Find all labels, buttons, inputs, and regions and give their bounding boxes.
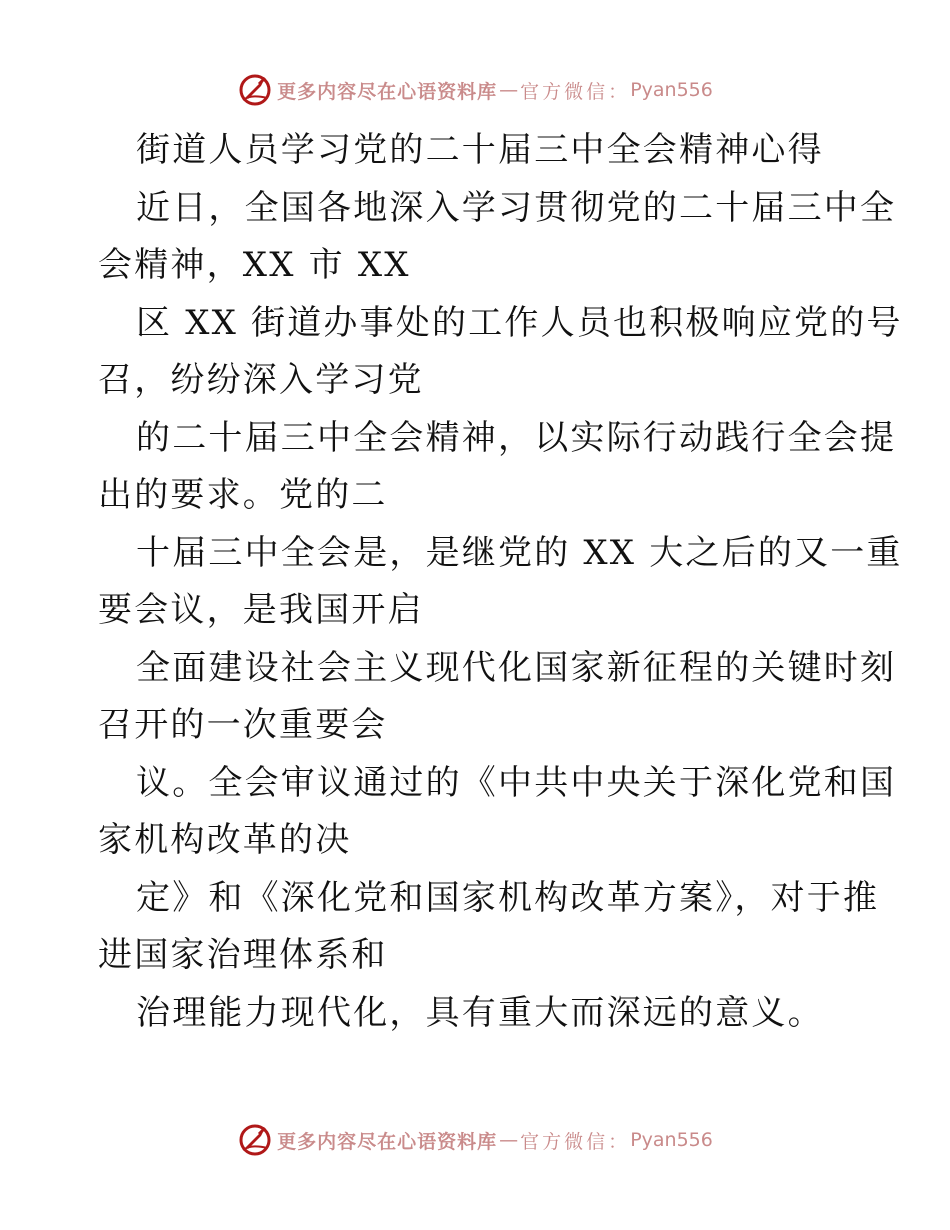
banner-main-text: 更多内容尽在心语资料库 [277, 80, 498, 103]
paragraph-line: 要会议，是我国开启 [98, 590, 424, 630]
paragraph-line: 出的要求。党的二 [98, 475, 388, 515]
banner-wechat-id: Pyan556 [630, 79, 713, 101]
paragraph-line: 的二十届三中全会精神，以实际行动践行全会提 [136, 417, 897, 458]
paragraph-line: 定》和《深化党和国家机构改革方案》，对于推 [136, 877, 880, 918]
paragraph-line: 召开的一次重要会 [98, 705, 388, 745]
paragraph-line: 进国家治理体系和 [98, 935, 388, 975]
footer-banner [0, 1120, 950, 1160]
banner-main-text: 更多内容尽在心语资料库 [277, 1130, 498, 1153]
footer-banner-content [237, 1122, 713, 1158]
paragraph-line: 近日，全国各地深入学习贯彻党的二十届三中全 [136, 187, 897, 228]
banner-wechat-label: 官方微信： [520, 1130, 631, 1153]
pen-nib-logo-icon [237, 72, 273, 108]
banner-separator: — [499, 1129, 519, 1151]
banner-wechat-label: 官方微信： [520, 80, 631, 103]
banner-wechat-id: Pyan556 [630, 1129, 713, 1151]
paragraph-line: 会精神，XX 市 XX [98, 245, 411, 285]
paragraph-line: 全面建设社会主义现代化国家新征程的关键时刻 [136, 647, 897, 688]
paragraph-line: 召，纷纷深入学习党 [98, 360, 424, 400]
paragraph-line: 十届三中全会是，是继党的 XX 大之后的又一重 [136, 532, 903, 573]
header-banner [0, 70, 950, 110]
paragraph-line: 区 XX 街道办事处的工作人员也积极响应党的号 [136, 302, 903, 343]
document-title: 街道人员学习党的二十届三中全会精神心得 [136, 130, 824, 170]
pen-nib-logo-icon [237, 1122, 273, 1158]
document-body [98, 122, 903, 1042]
paragraph-line: 议。全会审议通过的《中共中央关于深化党和国 [136, 762, 897, 803]
banner-separator: — [499, 79, 519, 101]
header-banner-content [237, 72, 713, 108]
paragraph-line: 家机构改革的决 [98, 820, 352, 860]
paragraph-line: 治理能力现代化，具有重大而深远的意义。 [136, 992, 824, 1033]
